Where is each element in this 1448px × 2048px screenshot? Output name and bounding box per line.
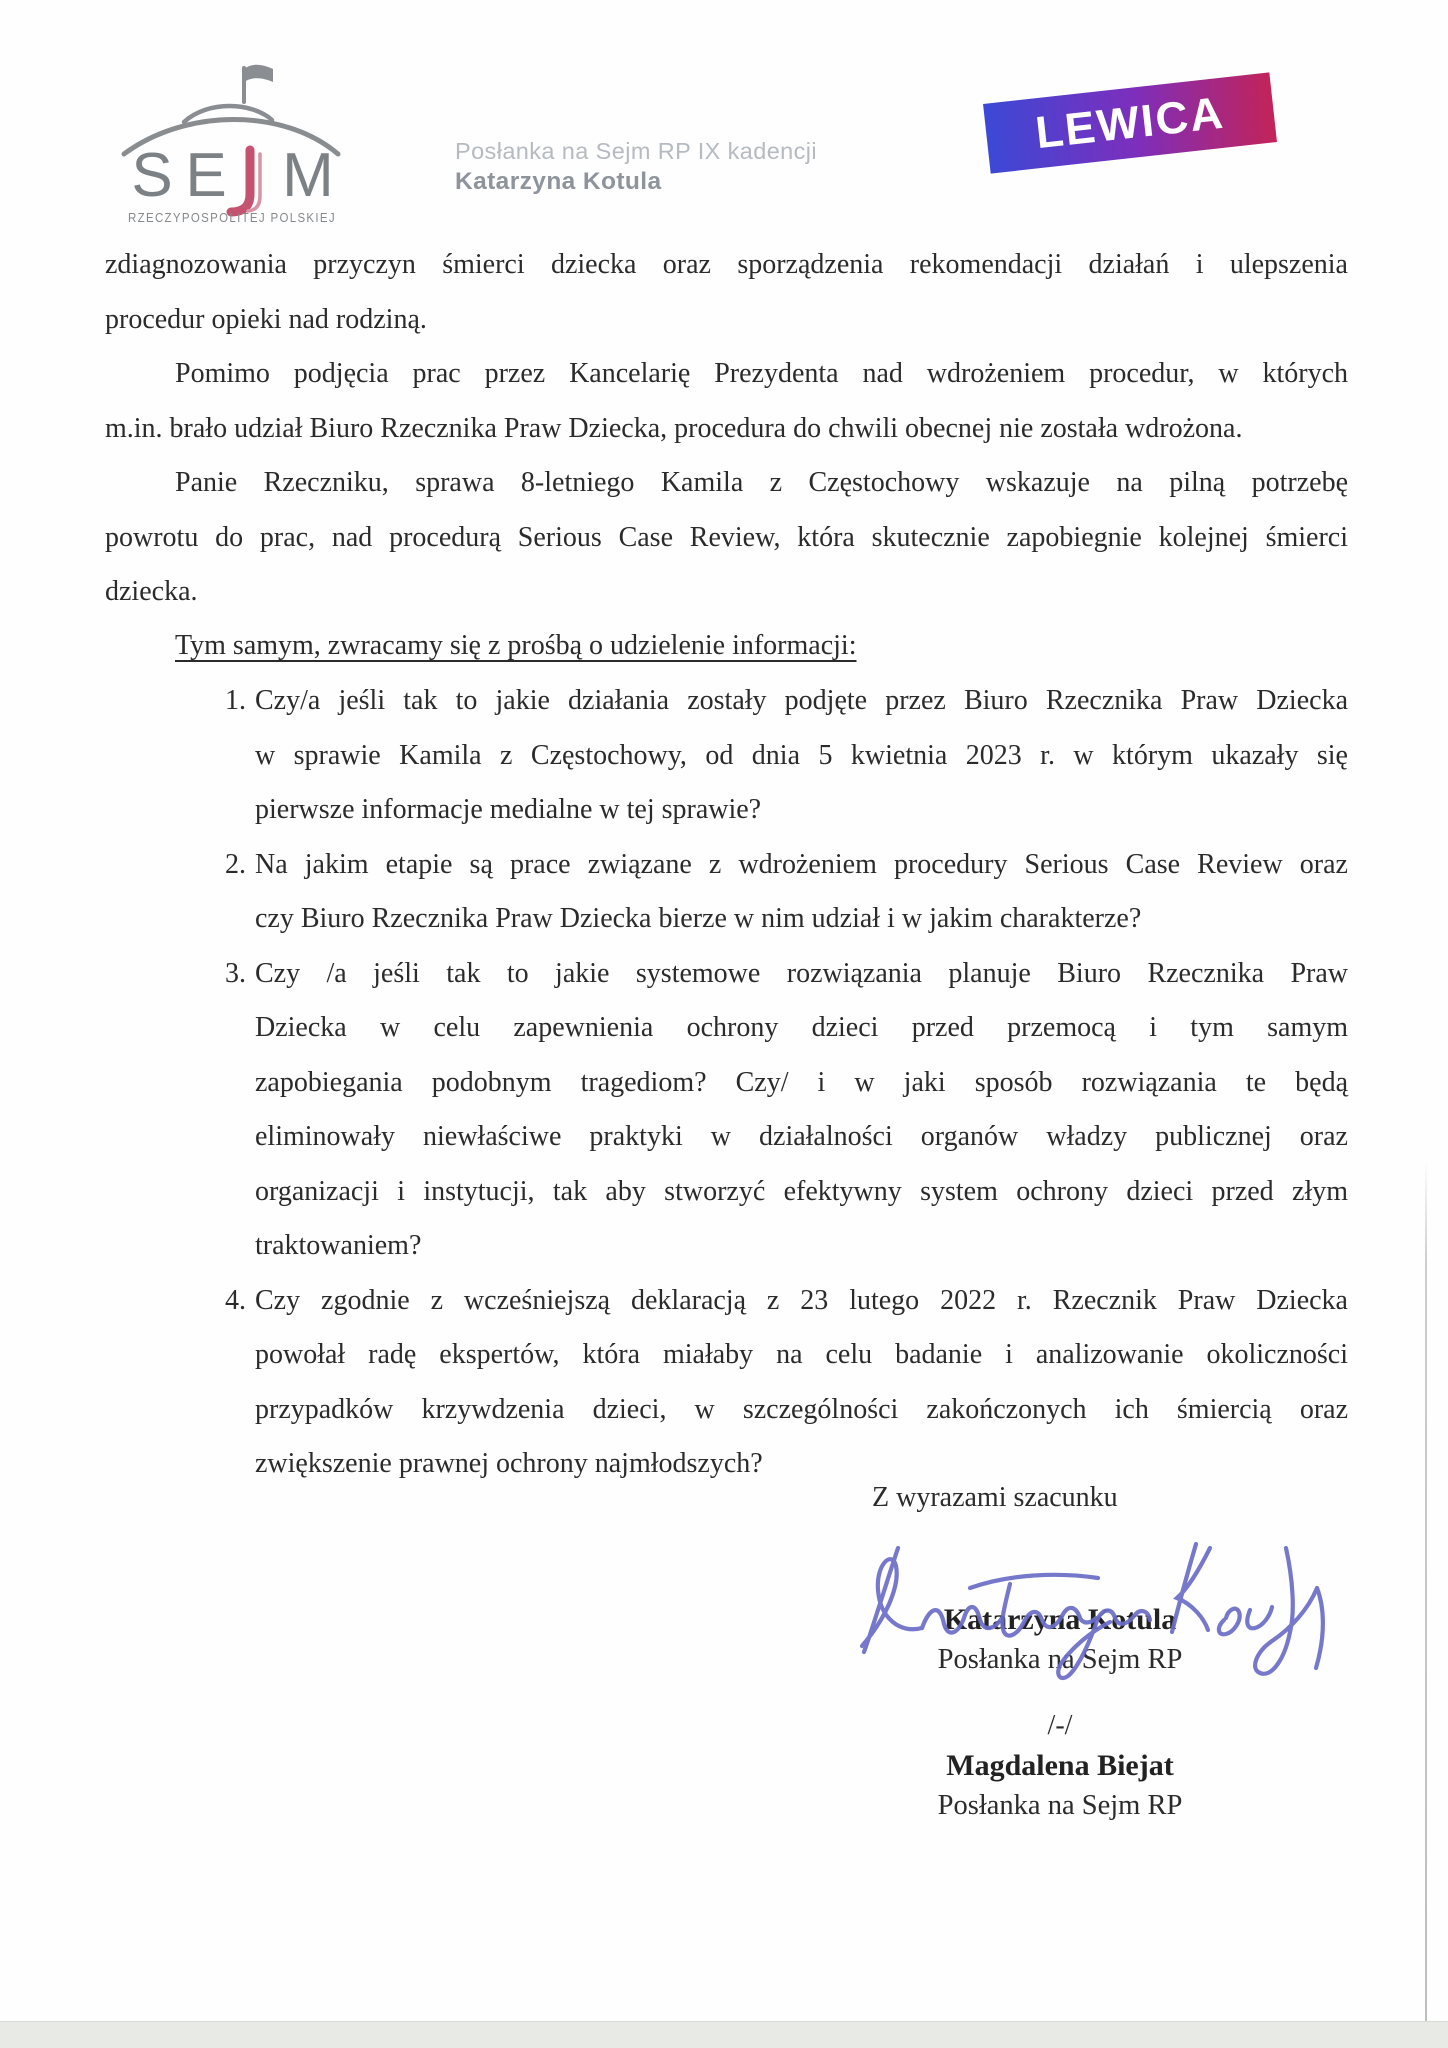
sejm-letter-e: E [185,141,227,210]
question-line: Czy /a jeśli tak to jakie systemowe rozwiązania planuje Biuro Rzecznika Praw [255,957,1348,989]
signature-mark: /-/ [1047,1710,1073,1741]
question-item [105,947,1348,1274]
paragraph-line: m.in. brało udział Biuro Rzecznika Praw Dziecka, procedura do chwili obecnej nie została wdrożona. [105,412,1243,444]
paragraph-line: procedur opieki nad rodziną. [105,303,427,335]
paragraph [105,347,1348,456]
signer-name: Magdalena Biejat [946,1749,1174,1782]
paragraph-line: zdiagnozowania przyczyn śmierci dziecka oraz sporządzenia rekomendacji działań i ulepszenia [105,249,1348,280]
question-line: przypadków krzywdzenia dzieci, w szczególności zakończonych ich śmiercią oraz [255,1393,1348,1425]
question-line: Czy zgodnie z wcześniejszą deklaracją z 23 lutego 2022 r. Rzecznik Praw Dziecka [255,1284,1348,1316]
question-number: 4. [225,1284,246,1316]
question-line: zapobiegania podobnym tragediom? Czy/ i w jaki sposób rozwiązania te będą [255,1066,1348,1098]
question-number: 2. [225,848,246,880]
signer-title: Posłanka na Sejm RP [937,1790,1183,1821]
question-line: zwiększenie prawnej ochrony najmłodszych? [255,1448,763,1479]
question-line: traktowaniem? [255,1230,422,1261]
question-number: 1. [225,685,246,716]
sejm-subtitle: RZECZYPOSPOLITEJ POLSKIEJ [128,210,336,225]
deputy-caption: Posłanka na Sejm RP IX kadencji [455,138,818,164]
signer-title: Posłanka na Sejm RP [937,1644,1183,1675]
handwritten-signature [852,1522,1382,1698]
question-list [105,674,1348,1492]
sejm-letter-m: M [282,141,334,210]
page-bottom-edge [0,2021,1448,2048]
sejm-letter-j [231,150,260,212]
question-line: powołał radę ekspertów, która miałaby na celu badanie i analizowanie okoliczności [255,1339,1348,1370]
scan-edge-line [1425,1160,1427,2022]
question-line: Czy/a jeśli tak to jakie działania zostały podjęte przez Biuro Rzecznika Praw Dziecka [255,685,1348,716]
lewica-label: LEWICA [1032,86,1227,159]
salutation: Z wyrazami szacunku [872,1482,1118,1513]
sejm-logo [116,56,348,226]
paragraph-line: Panie Rzeczniku, sprawa 8-letniego Kamila z Częstochowy wskazuje na pilną potrzebę [175,467,1348,498]
paragraph-line: dziecka. [105,576,198,607]
sejm-letter-s: S [131,141,173,210]
paragraph [105,238,1348,347]
lewica-logo [983,72,1277,173]
question-line: eliminowały niewłaściwe praktyki w działalności organów władzy publicznej oraz [255,1121,1348,1152]
question-line: Dziecka w celu zapewnienia ochrony dzieci przed przemocą i tym samym [255,1012,1348,1043]
deputy-name: Katarzyna Kotula [455,168,662,195]
question-number: 3. [225,957,246,989]
request-heading-text: Tym samym, zwracamy się z prośbą o udzielenie informacji: [175,630,857,661]
letterhead-deputy [455,136,817,197]
question-line: pierwsze informacje medialne w tej sprawie? [255,794,762,825]
paragraph [105,456,1348,620]
question-line: czy Biuro Rzecznika Praw Dziecka bierze w nim udział i w jakim charakterze? [255,903,1142,934]
question-line: w sprawie Kamila z Częstochowy, od dnia 5 kwietnia 2023 r. w którym ukazały się [255,739,1348,771]
question-line: organizacji i instytucji, tak aby stworzyć efektywny system ochrony dzieci przed złym [255,1175,1348,1207]
question-item [105,838,1348,947]
request-heading [105,619,1348,674]
signer-name: Katarzyna Kotula [943,1603,1177,1636]
question-line: Na jakim etapie są prace związane z wdrożeniem procedury Serious Case Review oraz [255,848,1348,880]
paragraph-line: powrotu do prac, nad procedurą Serious Case Review, która skutecznie zapobiegnie kolejnej śmierci [105,521,1348,553]
sejm-flag-icon [244,65,273,102]
paragraph-line: Pomimo podjęcia prac przez Kancelarię Prezydenta nad wdrożeniem procedur, w których [175,358,1348,389]
question-item [105,674,1348,838]
signer-block [858,1706,1262,1825]
question-item [105,1274,1348,1492]
